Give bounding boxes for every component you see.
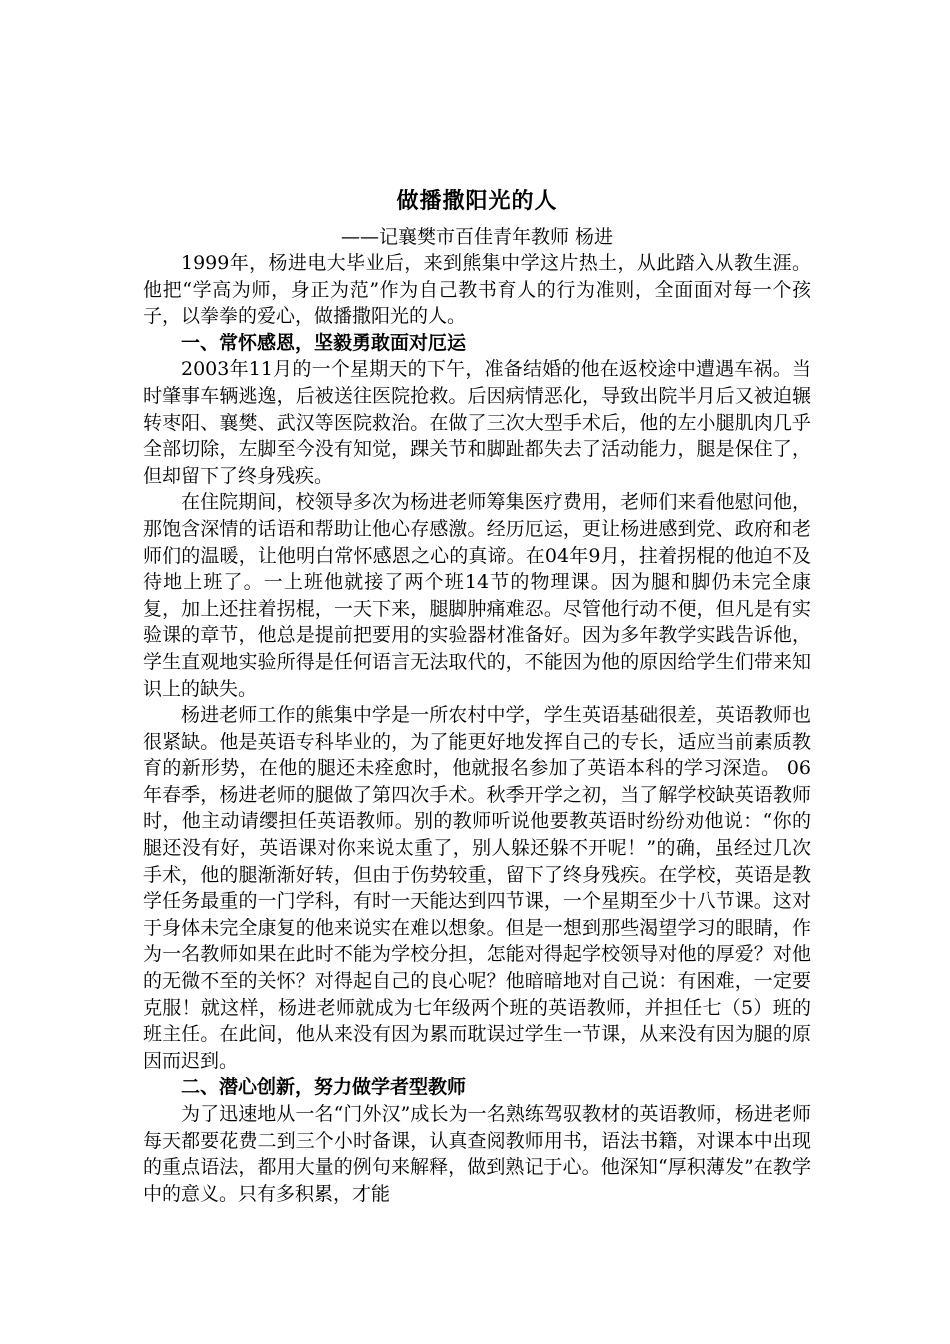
section2-paragraph-1: 为了迅速地从一名“门外汉”成长为一名熟练驾驭教材的英语教师，杨进老师每天都要花费二到三个小时备课，认真查阅教师用书，语法书籍，对课本中出现的重点语法，都用大量的例句来解释，做到熟记于心。他深知“厚积薄发”在教学中的意义。只有多积累，才能 bbox=[143, 1103, 811, 1205]
section1-paragraph-1: 2003年11月的一个星期天的下午，准备结婚的他在返校途中遭遇车祸。当时肇事车辆逃逸，后被送往医院抢救。后因病情恶化，导致出院半月后又被迫辗转枣阳、襄樊、武汉等医院救治。在做了三次大型手术后，他的左小腿肌肉几乎全部切除，左脚至今没有知觉，踝关节和脚趾都失去了活动能力，腿是保住了，但却留下了终身残疾。 bbox=[143, 358, 811, 487]
document-subtitle: ——记襄樊市百佳青年教师 杨进 bbox=[340, 226, 614, 248]
document-body bbox=[143, 186, 811, 1207]
document-title: 做播撒阳光的人 bbox=[396, 188, 558, 214]
section1-paragraph-2: 在住院期间，校领导多次为杨进老师筹集医疗费用，老师们来看他慰问他，那饱含深情的话语和帮助让他心存感激。经历厄运，更让杨进感到党、政府和老师们的温暖，让他明白常怀感恩之心的真谛。在04年9月，拄着拐棍的他迫不及待地上班了。一上班他就接了两个班14节的物理课。因为腿和脚仍未完全康复，加上还拄着拐棍，一天下来，腿脚肿痛难忍。尽管他行动不便，但凡是有实验课的章节，他总是提前把要用的实验器材准备好。因为多年教学实践告诉他，学生直观地实验所得是任何语言无法取代的，不能因为他的原因给学生们带来知识上的缺失。 bbox=[143, 491, 811, 700]
section-heading-1: 一、常怀感恩，坚毅勇敢面对厄运 bbox=[181, 331, 467, 354]
section-heading-2: 二、潜心创新，努力做学者型教师 bbox=[181, 1076, 467, 1099]
intro-paragraph: 1999年，杨进电大毕业后，来到熊集中学这片热土，从此踏入从教生涯。他把“学高为师，身正为范”作为自己教书育人的行为准则，全面面对每一个孩子，以拳拳的爱心，做播撒阳光的人。 bbox=[143, 252, 811, 328]
section1-paragraph-3: 杨进老师工作的熊集中学是一所农村中学，学生英语基础很差，英语教师也很紧缺。他是英语专科毕业的，为了能更好地发挥自己的专长，适应当前素质教育的新形势，在他的腿还未痊愈时，他就报名参加了英语本科的学习深造。 06年春季，杨进老师的腿做了第四次手术。秋季开学之初，当了解学校缺英语教师时，他主动请缨担任英语教师。别的教师听说他要教英语时纷纷劝他说：“你的腿还没有好，英语课对你来说太重了，别人躲还躲不开呢！”的确，虽经过几次手术，他的腿渐渐好转，但由于伤势较重，留下了终身残疾。在学校，英语是教学任务最重的一门学科，有时一天能达到四节课，一个星期至少十八节课。这对于身体未完全康复的他来说实在难以想象。但是一想到那些渴望学习的眼睛，作为一名教师如果在此时不能为学校分担，怎能对得起学校领导对他的厚爱？对他的无微不至的关怀？对得起自己的良心呢？他暗暗地对自己说：有困难，一定要克服！就这样，杨进老师就成为七年级两个班的英语教师，并担任七（5）班的班主任。在此间，他从来没有因为累而耽误过学生一节课，从来没有因为腿的原因而迟到。 bbox=[143, 704, 811, 1072]
